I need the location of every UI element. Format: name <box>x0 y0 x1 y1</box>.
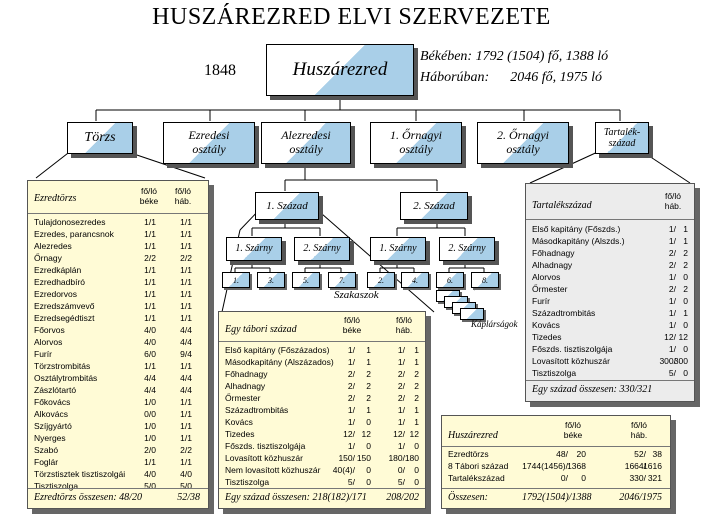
row-war-horse: 12 <box>409 429 419 439</box>
row-peace-men: 40(4)/ <box>332 465 355 475</box>
page-title: HUSZÁREZRED ELVI SZERVEZETE <box>152 4 551 30</box>
row-war: 1/1 <box>180 301 192 311</box>
szakasz-label: 2. <box>378 275 384 285</box>
tartalekszazad-title: Tartalékszázad <box>532 200 592 211</box>
peace-strength: Békében: 1792 (1504) fő, 1388 ló <box>420 49 609 64</box>
row-label: Őrmester <box>532 284 568 294</box>
tartalekszazad-total <box>526 380 694 399</box>
row-war: 1/1 <box>180 433 192 443</box>
total-label: Egy század összesen: 218(182)/171 <box>225 492 367 503</box>
row-war: 1/1 <box>180 289 192 299</box>
row-peace-men: 48/ <box>556 449 568 459</box>
row-peace: 1/1 <box>144 361 156 371</box>
row-horse: 2 <box>683 260 688 270</box>
row-men: 5/ <box>668 368 676 378</box>
row-label: Ezredszámvevő <box>34 301 95 311</box>
row-label: Főszds. tisztiszolgája <box>225 441 306 451</box>
row-peace-horse: 1 <box>366 345 371 355</box>
szakasz-box[interactable] <box>292 272 320 288</box>
col-header-line: fő/ló <box>343 315 361 325</box>
row-peace: 1/0 <box>144 397 156 407</box>
row-label: Alhadnagy <box>532 260 573 270</box>
row-horse: 2 <box>683 248 688 258</box>
col-header-line: fő/ló <box>174 186 192 196</box>
szakasz-label: 6. <box>447 275 453 285</box>
row-label: Századtrombitás <box>225 405 289 415</box>
col-header-line: fő/ló <box>630 420 648 430</box>
row-label: Lovasított közhuszár <box>225 453 303 463</box>
row-peace-men: 1/ <box>347 357 355 367</box>
row-peace-men: 1/ <box>347 417 355 427</box>
row-war: 1/1 <box>180 361 192 371</box>
row-peace: 5/0 <box>144 481 156 491</box>
row-label: Alorvos <box>34 337 63 347</box>
row-war-men: 0/ <box>397 465 405 475</box>
row-label: Tisztiszolga <box>225 477 270 487</box>
row-war-horse: 1 <box>414 357 419 367</box>
row-label: Főhadnagy <box>532 248 575 258</box>
row-horse: 12 <box>678 332 688 342</box>
row-peace-horse: 0 <box>366 417 371 427</box>
row-men: 12/ <box>664 332 676 342</box>
row-men: 1/ <box>668 320 676 330</box>
szarny-label: 1. Szárny <box>379 243 417 255</box>
szakasz-label: 7. <box>339 275 345 285</box>
row-label: Tisztiszolga <box>532 368 577 378</box>
row-horse: 0 <box>683 296 688 306</box>
row-peace-men: 1/ <box>347 405 355 415</box>
row-war: 1/1 <box>180 457 192 467</box>
row-peace-horse: 1 <box>366 405 371 415</box>
szakasz-box[interactable] <box>367 272 395 288</box>
row-peace-horse: 12 <box>361 429 371 439</box>
row-label: Ezredsegédtiszt <box>34 313 95 323</box>
row-war-horse: 1 <box>414 417 419 427</box>
row-label: Főorvos <box>34 325 65 335</box>
row-peace: 1/1 <box>144 313 156 323</box>
row-war-horse: 1616 <box>643 461 662 471</box>
row-peace: 6/0 <box>144 349 156 359</box>
row-war-men: 1/ <box>397 405 405 415</box>
row-peace: 1/1 <box>144 229 156 239</box>
regiment-box[interactable] <box>266 44 414 96</box>
tartalekszazad-col-header <box>660 192 686 212</box>
row-label: Szabó <box>34 445 59 455</box>
row-horse: 2 <box>683 284 688 294</box>
row-label: Nem lovasított közhuszár <box>225 465 321 475</box>
row-war: 4/4 <box>180 385 192 395</box>
row-war: 1/1 <box>180 277 192 287</box>
ornagyi2-line2: osztály <box>506 142 540 156</box>
summary-title: Huszárezred <box>448 430 498 441</box>
szakasz-label: 4. <box>412 275 418 285</box>
row-war-horse: 38 <box>652 449 662 459</box>
row-men: 1/ <box>668 344 676 354</box>
summary-col1-header <box>560 421 586 441</box>
huszarezred-summary-panel <box>441 415 671 509</box>
total-peace: 1792(1504)/1388 <box>522 492 592 503</box>
row-label: Furír <box>34 349 52 359</box>
szakasz-box[interactable] <box>471 272 499 288</box>
ezredesi-line2: osztály <box>192 142 226 156</box>
row-label: Tisztiszolga <box>34 481 79 491</box>
row-label: Ezredorvos <box>34 289 77 299</box>
szakaszok-label: Szakaszok <box>334 289 379 301</box>
alezredesi-osztaly-box[interactable] <box>261 122 351 164</box>
col-header-line: háb. <box>174 195 192 206</box>
total-war: 2046/1975 <box>619 492 662 503</box>
col-header-line: béke <box>139 195 159 206</box>
row-men: 1/ <box>668 296 676 306</box>
row-label: 8 Tábori század <box>448 461 509 471</box>
row-war: 2/2 <box>180 253 192 263</box>
tabori-title: Egy tábori század <box>225 324 297 335</box>
row-peace-horse: 0 <box>366 477 371 487</box>
row-peace-horse: 1368 <box>567 461 586 471</box>
col-header-line: háb. <box>395 324 413 335</box>
row-peace-men: 2/ <box>347 381 355 391</box>
tabori-total <box>219 488 425 507</box>
row-label: Másodkapitány (Alszázados) <box>225 357 334 367</box>
row-label: Tizedes <box>225 429 255 439</box>
row-war-men: 1664/ <box>624 461 646 471</box>
tabori-col2-header <box>391 316 417 336</box>
row-peace: 0/0 <box>144 409 156 419</box>
szakasz-box[interactable] <box>436 272 464 288</box>
row-peace-men: 2/ <box>347 393 355 403</box>
szakasz-box[interactable] <box>401 272 429 288</box>
row-war-horse: 0 <box>414 477 419 487</box>
szazad2-box[interactable] <box>400 192 468 220</box>
kaplarsagok-label: Káplárságok <box>471 319 518 329</box>
row-horse: 1 <box>683 236 688 246</box>
ezredtorzs-col1-header <box>136 187 162 207</box>
szarny-box-2a[interactable] <box>294 237 350 261</box>
row-peace: 2/0 <box>144 445 156 455</box>
row-peace-men: 0/ <box>560 473 568 483</box>
row-war-men: 12/ <box>393 429 405 439</box>
row-war: 1/1 <box>180 217 192 227</box>
row-war: 1/1 <box>180 265 192 275</box>
row-peace-horse: 150 <box>356 453 371 463</box>
year-label: 1848 <box>204 62 236 79</box>
row-war: 4/4 <box>180 325 192 335</box>
row-peace: 1/1 <box>144 277 156 287</box>
row-men: 1/ <box>668 236 676 246</box>
row-label: Első kapitány (Főszázados) <box>225 345 330 355</box>
row-war-men: 330/ <box>629 473 646 483</box>
row-label: Alhadnagy <box>225 381 266 391</box>
ezredtorzs-panel <box>27 180 209 509</box>
col-header-line: fő/ló <box>564 420 582 430</box>
szarny-label: 2. Szárny <box>448 243 486 255</box>
row-peace-horse: 1 <box>366 357 371 367</box>
ornagyi1-line2: osztály <box>399 142 433 156</box>
row-label: Ezredtörzs <box>448 449 489 459</box>
col-header-line: fő/ló <box>395 315 413 325</box>
row-peace-men: 2/ <box>347 369 355 379</box>
row-label: Tartalékszázad <box>448 473 505 483</box>
row-label: Ezredkáplán <box>34 265 82 275</box>
ornagyi1-line1: 1. Őrnagyi <box>390 128 442 143</box>
row-war-horse: 2 <box>414 393 419 403</box>
row-label: Furír <box>532 296 550 306</box>
row-label: Századtrombitás <box>532 308 596 318</box>
row-peace-men: 5/ <box>347 477 355 487</box>
tartalek-box[interactable] <box>595 122 649 154</box>
row-peace: 4/0 <box>144 469 156 479</box>
row-men: 2/ <box>668 284 676 294</box>
col-header-line: fő/ló <box>664 191 682 201</box>
row-war-men: 5/ <box>397 477 405 487</box>
szakasz-box[interactable] <box>257 272 285 288</box>
row-war: 2/2 <box>180 445 192 455</box>
row-war-horse: 0 <box>414 465 419 475</box>
szakasz-label: 8. <box>482 275 488 285</box>
tartalek-line1: Tartalék- <box>603 126 641 138</box>
row-war-horse: 1 <box>414 405 419 415</box>
total-label: Összesen: <box>448 492 488 503</box>
ornagyi2-osztaly-box[interactable] <box>477 122 569 164</box>
row-label: Másodkapitány (Alszds.) <box>532 236 625 246</box>
summary-col2-header <box>626 421 652 441</box>
szakasz-label: 1. <box>233 275 239 285</box>
row-peace: 1/1 <box>144 241 156 251</box>
row-horse: 0 <box>683 344 688 354</box>
war-strength: Háborúban: 2046 fő, 1975 ló <box>420 70 602 85</box>
row-peace: 1/0 <box>144 433 156 443</box>
row-peace-men: 150/ <box>338 453 355 463</box>
row-peace: 1/0 <box>144 421 156 431</box>
row-label: Nyerges <box>34 433 66 443</box>
row-label: Törzstisztek tisztiszolgái <box>34 469 126 479</box>
row-war: 1/1 <box>180 241 192 251</box>
szarny-box-2b[interactable] <box>439 237 495 261</box>
ezredtorzs-title: Ezredtörzs <box>34 193 77 204</box>
row-war: 1/1 <box>180 313 192 323</box>
ornagyi1-osztaly-box[interactable] <box>370 122 462 164</box>
summary-total <box>442 488 670 507</box>
row-war: 4/0 <box>180 469 192 479</box>
row-label: Ezredes, parancsnok <box>34 229 114 239</box>
row-peace: 1/1 <box>144 301 156 311</box>
szarny-label: 2. Szárny <box>303 243 341 255</box>
row-war: 9/4 <box>180 349 192 359</box>
row-war-men: 2/ <box>397 369 405 379</box>
row-label: Kovács <box>225 417 253 427</box>
row-peace-horse: 0 <box>366 465 371 475</box>
row-peace-horse: 0 <box>366 441 371 451</box>
row-label: Szíjgyártó <box>34 421 72 431</box>
col-header-line: béke <box>342 324 362 335</box>
row-war: 1/1 <box>180 421 192 431</box>
row-peace: 4/4 <box>144 385 156 395</box>
szarny-label: 1. Szárny <box>235 243 273 255</box>
row-horse: 1 <box>683 224 688 234</box>
torzs-box-label: Törzs <box>84 129 116 145</box>
szazad2-label: 2. Század <box>413 199 455 212</box>
row-horse: 1 <box>683 308 688 318</box>
row-peace: 2/2 <box>144 253 156 263</box>
row-peace-men: 12/ <box>343 429 355 439</box>
row-horse: 0 <box>683 272 688 282</box>
row-label: Tulajdonosezredes <box>34 217 106 227</box>
row-label: Kovács <box>532 320 560 330</box>
szazad1-label: 1. Század <box>266 199 308 212</box>
table-row <box>442 473 670 486</box>
row-label: Őrnagy <box>34 253 62 263</box>
szazad1-box[interactable] <box>255 192 319 220</box>
row-war-horse: 0 <box>414 441 419 451</box>
row-war-men: 2/ <box>397 381 405 391</box>
ezredtorzs-total <box>28 488 208 507</box>
torzs-box[interactable] <box>67 122 133 154</box>
szakasz-label: 3. <box>268 275 274 285</box>
row-war: 1/1 <box>180 397 192 407</box>
alezredesi-line1: Alezredesi <box>281 128 331 143</box>
row-peace: 4/0 <box>144 337 156 347</box>
row-war-horse: 1 <box>414 345 419 355</box>
row-war-men: 1/ <box>397 345 405 355</box>
total-war: 52/38 <box>177 492 200 503</box>
row-war-men: 1/ <box>397 417 405 427</box>
row-peace-horse: 2 <box>366 369 371 379</box>
row-peace-horse: 20 <box>576 449 586 459</box>
col-header-line: háb. <box>630 429 648 440</box>
total-label: Ezredtörzs összesen: 48/20 <box>34 492 142 503</box>
row-war: 1/1 <box>180 229 192 239</box>
total-war: 208/202 <box>386 492 419 503</box>
row-war-men: 180/ <box>388 453 405 463</box>
ezredesi-line1: Ezredesi <box>188 128 230 143</box>
row-peace: 1/1 <box>144 457 156 467</box>
row-horse: 0 <box>683 368 688 378</box>
row-war-horse: 321 <box>647 473 662 483</box>
row-peace-horse: 0 <box>581 473 586 483</box>
row-peace-horse: 2 <box>366 381 371 391</box>
row-peace-men: 1/ <box>347 441 355 451</box>
row-war-men: 2/ <box>397 393 405 403</box>
szarny-box-1a[interactable] <box>226 237 282 261</box>
row-war-horse: 2 <box>414 381 419 391</box>
row-peace: 4/0 <box>144 325 156 335</box>
regiment-box-label: Huszárezred <box>292 59 388 81</box>
row-men: 300/ <box>659 356 676 366</box>
tartalek-line2: század <box>608 138 636 149</box>
col-header-line: fő/ló <box>140 186 158 196</box>
szakasz-box[interactable] <box>328 272 356 288</box>
row-label: Osztálytrombitás <box>34 373 98 383</box>
row-war: 4/4 <box>180 337 192 347</box>
row-war-men: 1/ <box>397 357 405 367</box>
row-men: 1/ <box>668 308 676 318</box>
row-war: 1/1 <box>180 409 192 419</box>
ornagyi2-line1: 2. Őrnagyi <box>497 128 549 143</box>
szarny-box-1b[interactable] <box>370 237 426 261</box>
row-peace-men: 1/ <box>347 345 355 355</box>
szakasz-label: 5. <box>303 275 309 285</box>
row-label: Alkovács <box>34 409 69 419</box>
row-peace: 4/4 <box>144 373 156 383</box>
tabori-szazad-panel <box>218 311 426 509</box>
row-peace-men: 1744(1456)/ <box>522 461 568 471</box>
row-label: Főhadnagy <box>225 369 268 379</box>
col-header-line: háb. <box>664 200 682 211</box>
row-men: 2/ <box>668 248 676 258</box>
row-war-men: 1/ <box>397 441 405 451</box>
row-peace: 1/1 <box>144 265 156 275</box>
col-header-line: béke <box>563 429 583 440</box>
row-label: Tizedes <box>532 332 562 342</box>
row-men: 2/ <box>668 260 676 270</box>
ezredesi-osztaly-box[interactable] <box>163 122 255 164</box>
row-men: 1/ <box>668 224 676 234</box>
row-label: Lovasított közhuszár <box>532 356 610 366</box>
total-label: Egy század összesen: 330/321 <box>532 384 653 395</box>
alezredesi-line2: osztály <box>289 142 323 156</box>
row-label: Alorvos <box>532 272 561 282</box>
row-men: 1/ <box>668 272 676 282</box>
row-war-horse: 180 <box>404 453 419 463</box>
row-label: Főkovács <box>34 397 71 407</box>
row-label: Első kapitány (Főszds.) <box>532 224 621 234</box>
row-peace-horse: 2 <box>366 393 371 403</box>
row-war-horse: 2 <box>414 369 419 379</box>
ezredtorzs-col2-header <box>170 187 196 207</box>
tartalekszazad-panel <box>525 183 695 402</box>
row-label: Ezredhadbíró <box>34 277 86 287</box>
row-peace: 1/1 <box>144 289 156 299</box>
row-war-men: 52/ <box>634 449 646 459</box>
row-label: Törzstrombitás <box>34 361 91 371</box>
row-horse: 0 <box>683 320 688 330</box>
szakasz-box[interactable] <box>222 272 250 288</box>
row-label: Alezredes <box>34 241 72 251</box>
row-war: 5/0 <box>180 481 192 491</box>
row-label: Főszds. tisztiszolgája <box>532 344 613 354</box>
row-label: Őrmester <box>225 393 261 403</box>
tabori-col1-header <box>339 316 365 336</box>
row-peace: 1/1 <box>144 217 156 227</box>
row-horse: 300 <box>673 356 688 366</box>
row-war: 4/4 <box>180 373 192 383</box>
row-label: Zászlótartó <box>34 385 77 395</box>
row-label: Foglár <box>34 457 59 467</box>
